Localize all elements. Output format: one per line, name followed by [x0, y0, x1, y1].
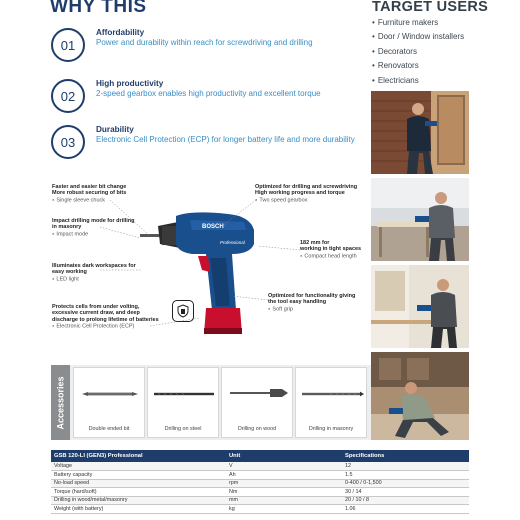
- callout-text: in masonry: [52, 224, 82, 231]
- table-cell: No-load speed: [51, 479, 226, 488]
- photo-renovator: [371, 352, 469, 440]
- page-title: WHY THIS: [50, 0, 147, 17]
- callout-feature: ● Soft grip: [268, 306, 368, 313]
- brand-logo: BOSCH: [202, 224, 224, 230]
- table-cell: 1.5: [342, 471, 469, 480]
- accessory-label: Drilling on steel: [164, 426, 202, 432]
- feature-title: Durability: [96, 125, 134, 134]
- table-header-row: [51, 450, 469, 462]
- table-row: [51, 488, 469, 497]
- callout-text: the tool easy handling: [268, 299, 327, 306]
- photo-door-installer: [371, 91, 469, 174]
- callout-text: More robust securing of bits: [52, 190, 127, 197]
- feature-description: Power and durability within reach for screwdriving and drilling: [96, 38, 313, 47]
- photo-decorator: [371, 265, 469, 348]
- table-cell: Voltage: [51, 462, 226, 471]
- callout-led: [52, 263, 152, 283]
- feature-durability: [51, 125, 366, 161]
- table-cell: Weight (with battery): [51, 505, 226, 514]
- callout-text: Optimized for drilling and screwdriving: [255, 184, 358, 190]
- table-cell: Drilling in wood/metal/masonry: [51, 496, 226, 505]
- callout-feature: ● Compact head length: [300, 253, 370, 260]
- feature-number: 02: [51, 79, 85, 113]
- callout-grip: [268, 293, 368, 313]
- callout-feature: ● Electronic Cell Protection (ECP): [52, 323, 172, 330]
- feature-description: Electronic Cell Protection (ECP) for longer battery life and more durability: [96, 135, 355, 144]
- callout-feature: ● Two speed gearbox: [255, 197, 367, 204]
- table-row: [51, 462, 469, 471]
- callout-text: easy working: [52, 269, 87, 276]
- callout-feature: ● Single sleeve chuck: [52, 197, 152, 204]
- feature-affordability: [51, 28, 366, 64]
- steel-drill-bit-icon: [152, 390, 216, 398]
- target-users-title: TARGET USERS: [372, 0, 489, 15]
- target-user-item: • Furniture makers: [372, 16, 464, 30]
- wood-spade-bit-icon: [226, 388, 290, 398]
- column-header: Specifications: [342, 450, 469, 462]
- table-cell: rpm: [226, 479, 342, 488]
- column-header: GSB 120-LI (GEN3) Professional: [51, 450, 226, 462]
- table-cell: 12: [342, 462, 469, 471]
- feature-number: 01: [51, 28, 85, 62]
- feature-title: Affordability: [96, 28, 145, 37]
- table-cell: Battery capacity: [51, 471, 226, 480]
- callout-text: Illuminates dark workspaces for: [52, 263, 136, 269]
- target-user-item: • Renovators: [372, 59, 464, 73]
- drill-body: [176, 212, 254, 254]
- feature-description: 2-speed gearbox enables high productivity and excellent torque: [96, 89, 321, 98]
- target-user-item: • Electricians: [372, 74, 464, 88]
- callout-text: High working progress and torque: [255, 190, 345, 197]
- table-cell: mm: [226, 496, 342, 505]
- table-row: [51, 496, 469, 505]
- accessory-label: Drilling in masonry: [308, 426, 354, 432]
- callout-text: Faster and easier bit change: [52, 184, 127, 190]
- callout-text: excessive current draw, and deep: [52, 310, 140, 317]
- callout-feature: ● Impact mode: [52, 231, 152, 238]
- table-row: [51, 505, 469, 514]
- double-ended-bit-icon: [80, 390, 140, 398]
- callout-text: Optimized for functionality giving: [268, 293, 356, 299]
- target-users-list: [372, 16, 464, 88]
- callout-feature: ● LED light: [52, 276, 152, 283]
- feature-productivity: [51, 79, 366, 115]
- table-row: [51, 479, 469, 488]
- photo-furniture-maker: [371, 178, 469, 261]
- specifications-table: [51, 450, 469, 514]
- table-cell: 30 / 14: [342, 488, 469, 497]
- callout-gearbox: [255, 184, 367, 204]
- table-row: [51, 471, 469, 480]
- callout-text: Impact drilling mode for drilling: [52, 218, 135, 224]
- accessory-wood-bit: [221, 367, 293, 438]
- table-cell: 0-400 / 0-1,500: [342, 479, 469, 488]
- callout-chuck: [52, 184, 152, 204]
- accessory-masonry-bit: [295, 367, 367, 438]
- table-cell: Torque (hard/soft): [51, 488, 226, 497]
- accessory-label: Drilling on wood: [237, 426, 277, 432]
- callout-text: discharge to prolong lifetime of batteries: [52, 316, 159, 323]
- callout-text: 182 mm for: [300, 240, 330, 246]
- table-cell: Nm: [226, 488, 342, 497]
- table-cell: V: [226, 462, 342, 471]
- accessory-double-ended-bit: [73, 367, 145, 438]
- masonry-drill-bit-icon: [300, 390, 364, 398]
- table-cell: kg: [226, 505, 342, 514]
- callout-compact: [300, 240, 370, 260]
- callout-ecp: [52, 304, 172, 330]
- feature-title: High productivity: [96, 79, 164, 88]
- table-cell: 1.06: [342, 505, 469, 514]
- callout-text: Protects cells from under volting,: [52, 304, 140, 310]
- table-cell: Ah: [226, 471, 342, 480]
- accessory-steel-bit: [147, 367, 219, 438]
- callout-text: working in tight spaces: [300, 246, 362, 253]
- trigger: [198, 256, 210, 272]
- callout-impact: [52, 218, 152, 238]
- feature-number: 03: [51, 125, 85, 159]
- product-line-label: Professional: [220, 240, 245, 245]
- accessory-label: Double ended bit: [88, 426, 130, 432]
- target-user-item: • Door / Window installers: [372, 30, 464, 44]
- target-user-item: • Decorators: [372, 45, 464, 59]
- column-header: Unit: [226, 450, 342, 462]
- ecp-badge-icon: [172, 300, 194, 322]
- accessories-label: [51, 365, 70, 440]
- accessories-label-text: Accessories: [55, 375, 66, 430]
- table-cell: 20 / 10 / 8: [342, 496, 469, 505]
